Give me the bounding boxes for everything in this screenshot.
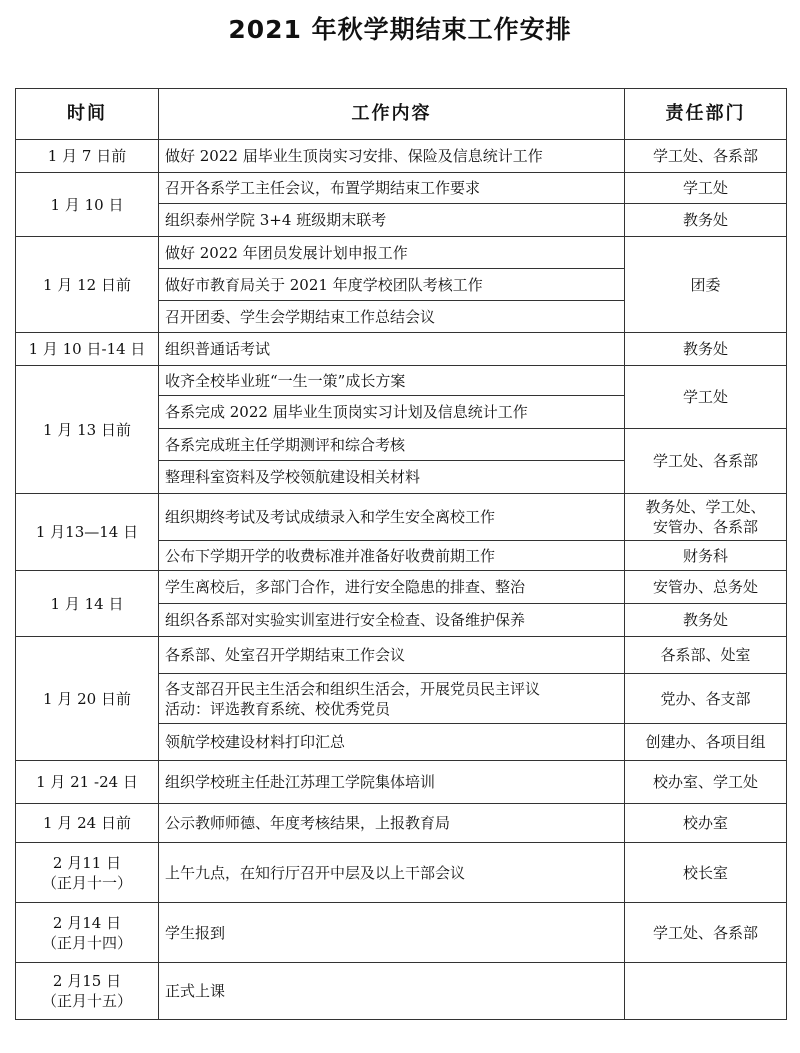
task-cell: 整理科室资料及学校领航建设相关材料: [159, 461, 625, 494]
task-line: 活动：评选教育系统、校优秀党员: [165, 699, 391, 718]
task-cell: 组织泰州学院 3+4 班级期末联考: [159, 204, 625, 237]
table-row: [16, 494, 787, 541]
dept-cell: 学工处、各系部: [625, 429, 787, 494]
date-line: （正月十五）: [41, 992, 132, 1010]
dept-cell: 财务科: [625, 541, 787, 571]
table-row: [16, 366, 787, 396]
header-dept: 责任部门: [625, 89, 787, 140]
table-row: [16, 140, 787, 173]
task-cell: 召开各系学工主任会议，布置学期结束工作要求: [159, 173, 625, 204]
dept-cell: 各系部、处室: [625, 637, 787, 674]
page-title: 2021 年秋学期结束工作安排: [228, 15, 572, 44]
task-cell: 上午九点，在知行厅召开中层及以上干部会议: [159, 843, 625, 903]
task-cell: 收齐全校毕业班“一生一策”成长方案: [159, 366, 625, 396]
dept-cell: 学工处、各系部: [625, 903, 787, 963]
date-line: 2 月11 日: [52, 853, 122, 872]
task-cell: [159, 674, 625, 724]
date-cell: [16, 903, 159, 963]
task-cell: 组织学校班主任赴江苏理工学院集体培训: [159, 761, 625, 804]
task-line: 各支部召开民主生活会和组织生活会，开展党员民主评议: [165, 679, 541, 698]
task-cell: 召开团委、学生会学期结束工作总结会议: [159, 301, 625, 333]
date-cell: [16, 843, 159, 903]
dept-cell: 安管办、总务处: [625, 571, 787, 604]
date-cell: 1 月 21 -24 日: [16, 761, 159, 804]
dept-cell: 党办、各支部: [625, 674, 787, 724]
table-row: [16, 804, 787, 843]
date-cell: 1 月 10 日: [16, 173, 159, 237]
date-cell: 1 月 20 日前: [16, 637, 159, 761]
date-cell: [16, 963, 159, 1020]
dept-cell: 校长室: [625, 843, 787, 903]
dept-cell: [625, 963, 787, 1020]
date-cell: 1 月13—14 日: [16, 494, 159, 571]
schedule-table: [15, 88, 787, 1020]
table-row: [16, 571, 787, 604]
date-cell: 1 月 10 日-14 日: [16, 333, 159, 366]
dept-cell: 创建办、各项目组: [625, 724, 787, 761]
date-cell: 1 月 7 日前: [16, 140, 159, 173]
task-cell: 做好 2022 届毕业生顶岗实习安排、保险及信息统计工作: [159, 140, 625, 173]
task-cell: 组织各系部对实验实训室进行安全检查、设备维护保养: [159, 604, 625, 637]
task-cell: 组织期终考试及考试成绩录入和学生安全离校工作: [159, 494, 625, 541]
dept-line: 安管办、各系部: [652, 518, 758, 536]
header-content: 工作内容: [159, 89, 625, 140]
task-cell: 领航学校建设材料打印汇总: [159, 724, 625, 761]
dept-cell: 学工处: [625, 173, 787, 204]
table-row: [16, 761, 787, 804]
date-cell: 1 月 24 日前: [16, 804, 159, 843]
dept-cell: 教务处: [625, 604, 787, 637]
date-line: （正月十四）: [41, 933, 132, 952]
task-cell: 做好 2022 年团员发展计划申报工作: [159, 237, 625, 269]
dept-cell: 校办室: [625, 804, 787, 843]
task-cell: 各系完成 2022 届毕业生顶岗实习计划及信息统计工作: [159, 396, 625, 429]
table-row: [16, 903, 787, 963]
task-cell: 做好市教育局关于 2021 年度学校团队考核工作: [159, 269, 625, 301]
date-line: 2 月14 日: [52, 913, 122, 932]
task-cell: 组织普通话考试: [159, 333, 625, 366]
task-cell: 各系完成班主任学期测评和综合考核: [159, 429, 625, 461]
dept-cell: 学工处、各系部: [625, 140, 787, 173]
task-cell: 学生离校后，多部门合作，进行安全隐患的排查、整治: [159, 571, 625, 604]
table-row: [16, 637, 787, 674]
date-line: 2 月15 日: [52, 972, 122, 990]
date-cell: 1 月 14 日: [16, 571, 159, 637]
dept-line: 教务处、学工处、: [645, 498, 766, 516]
dept-cell: [625, 494, 787, 541]
date-line: （正月十一）: [41, 873, 132, 892]
task-cell: 正式上课: [159, 963, 625, 1020]
dept-cell: 学工处: [625, 366, 787, 429]
table-row: [16, 173, 787, 204]
date-cell: 1 月 12 日前: [16, 237, 159, 333]
date-cell: 1 月 13 日前: [16, 366, 159, 494]
table-row: [16, 963, 787, 1020]
table-row: [16, 333, 787, 366]
table-row: [16, 843, 787, 903]
header-time: 时间: [16, 89, 159, 140]
dept-cell: 教务处: [625, 333, 787, 366]
dept-cell: 团委: [625, 237, 787, 333]
dept-cell: 教务处: [625, 204, 787, 237]
dept-cell: 校办室、学工处: [625, 761, 787, 804]
table-row: [16, 237, 787, 269]
table-header-row: [16, 89, 787, 140]
task-cell: 各系部、处室召开学期结束工作会议: [159, 637, 625, 674]
task-cell: 学生报到: [159, 903, 625, 963]
task-cell: 公示教师师德、年度考核结果，上报教育局: [159, 804, 625, 843]
task-cell: 公布下学期开学的收费标准并准备好收费前期工作: [159, 541, 625, 571]
